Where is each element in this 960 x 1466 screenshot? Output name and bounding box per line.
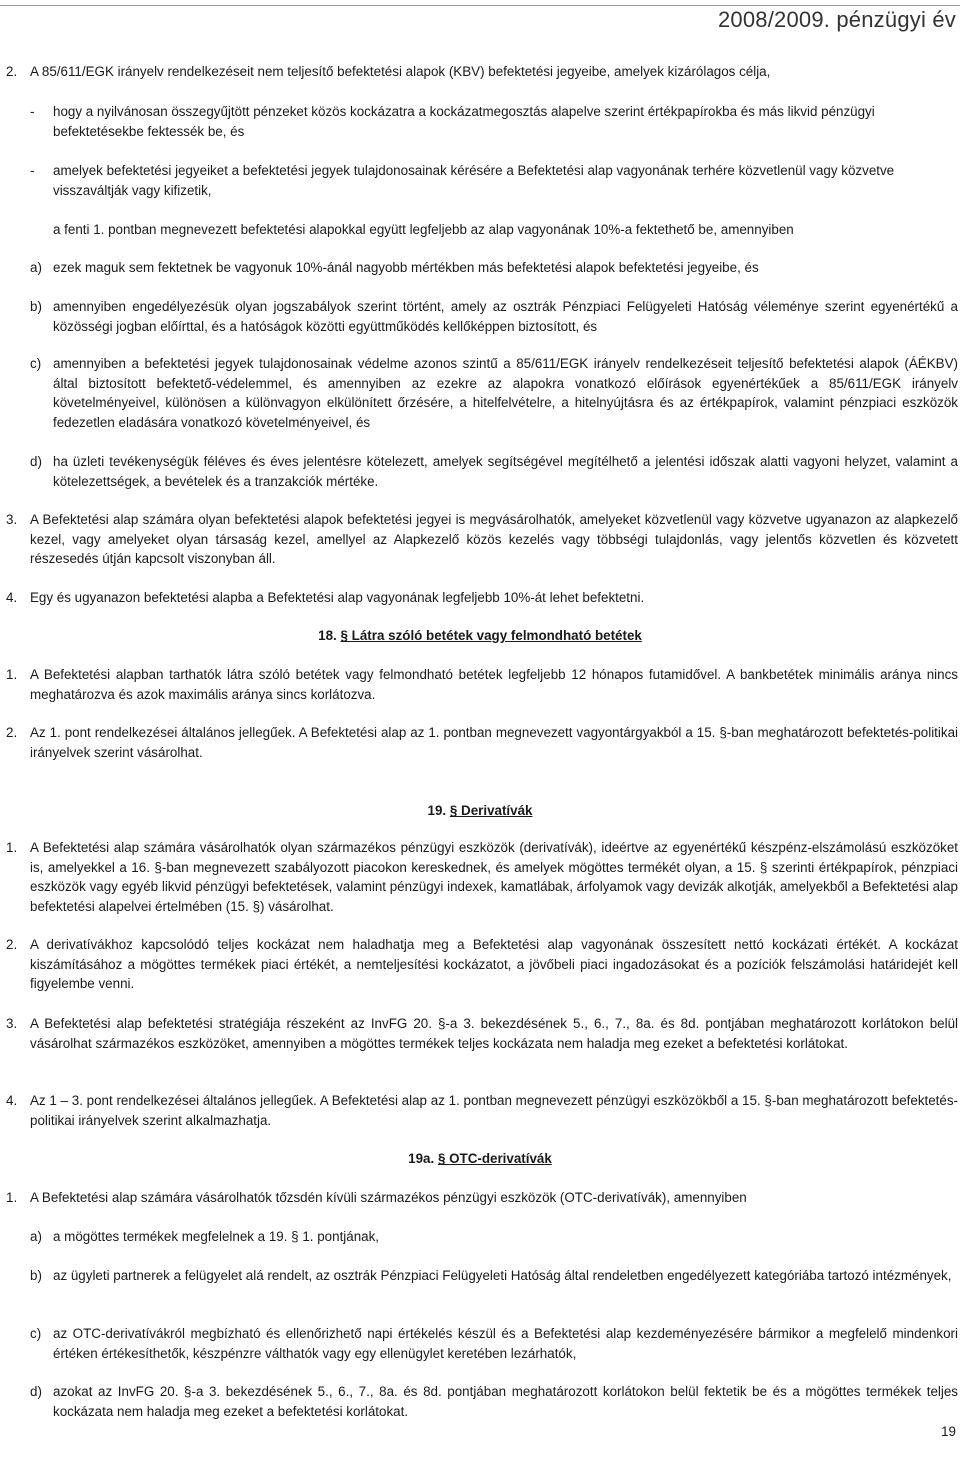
item-number: 3.: [6, 512, 18, 527]
header-title: 2008/2009. pénzügyi év: [717, 7, 956, 32]
item-number: 3.: [6, 1016, 18, 1031]
paragraph: Az 1 – 3. pont rendelkezései általános jellegűek. A Befektetési alap az 1. pontban megnevezett pénzügyi eszközökből a 15. §-ban meghatározott befektetés-politikai irányelvek szerint alkalmazhatja.: [30, 1093, 958, 1128]
item-number: 2.: [6, 725, 18, 740]
paragraph: A Befektetési alap befektetési stratégiája részeként az InvFG 20. §-a 3. bekezdésének 5., 6., 7., 8a. és 8d. pontjában meghatározott korlátokon belül vásárolhat származékos eszközöket, amennyiben a mögöttes termékek teljes kockázata nem haladja meg ezeket a befektetési korlátokat.: [30, 1016, 958, 1051]
item-number: 2.: [6, 64, 18, 79]
sub-item-label: d): [30, 1384, 42, 1399]
paragraph: Az 1. pont rendelkezései általános jellegűek. A Befektetési alap az 1. pontban megnevezett vagyontárgyakból a 15. §-ban meghatározott befektetés-politikai irányelvek szerint vásárolhat.: [30, 725, 958, 760]
item-number: 4.: [6, 590, 18, 605]
sub-item-label: c): [30, 356, 42, 371]
section-title: § OTC-derivatívák: [437, 1151, 552, 1166]
paragraph: A Befektetési alap számára vásárolhatók tőzsdén kívüli származékos pénzügyi eszközök (OTC-derivatívák), amennyiben: [30, 1190, 747, 1205]
sub-item-label: d): [30, 454, 42, 469]
item-number: 1.: [6, 1190, 18, 1205]
sub-item-label: a): [30, 1229, 42, 1244]
paragraph: a fenti 1. pontban megnevezett befektetési alapokkal együtt legfeljebb az alap vagyonának 10%-a fektethető be, amennyiben: [53, 222, 794, 237]
section-number: 19.: [427, 803, 447, 818]
section-number: 18.: [318, 628, 337, 643]
sub-item-label: c): [30, 1326, 42, 1341]
sub-item-text: az OTC-derivatívákról megbízható és ellenőrizhető napi értékelés készül és a Befektetési alap kezdeményezésére bármikor a megfelelő mindenkori értéken értékesíthetők, készpénzre válthatók vagy egy ellenügylet keretében lezárhatók,: [53, 1326, 958, 1361]
sub-item-text: amennyiben engedélyezésük olyan jogszabályok szerint történt, amely az osztrák Pénzpiaci Felügyeleti Hatóság véleménye szerint egyenértékű a közösségi jogban előírttal, és a hatóságok közötti együttműködés kellőképpen biztosított, és: [53, 299, 958, 334]
sub-item-label: b): [30, 1268, 42, 1283]
paragraph: Egy és ugyanazon befektetési alapba a Befektetési alap vagyonának legfeljebb 10%-át lehet befektetni.: [30, 590, 645, 605]
sub-item-label: a): [30, 260, 42, 275]
item-number: 2.: [6, 937, 18, 952]
dash-marker: -: [30, 104, 35, 119]
sub-item-label: b): [30, 299, 42, 314]
paragraph: A Befektetési alap számára olyan befektetési alapok befektetési jegyei is megvásárolhatók, amelyeket közvetlenül vagy közvetve ugyanazon az alapkezelő kezel, vagy amelyeket olyan társaság kezel, amellyel az Alapkezelő közös kezelés vagy többségi tulajdonlás, vagy jelentős közvetlen és közvetett részesedés útján kapcsolt viszonyban áll.: [30, 512, 958, 567]
dash-marker: -: [30, 163, 35, 178]
dash-item-text: amelyek befektetési jegyeiket a befektetési jegyek tulajdonosainak kérésére a Befektetési alap vagyonának terhére közvetlenül vagy közvetve visszaváltják vagy kifizetik,: [53, 163, 895, 198]
sub-item-text: ha üzleti tevékenységük féléves és éves jelentésre kötelezett, amelyek segítségével megítélhető a jelentési időszak alatti vagyoni helyzet, valamint a kötelezettségek, a bevételek és a tranzakciók mértéke.: [53, 454, 958, 489]
item-number: 4.: [6, 1093, 18, 1108]
page-number: 19: [941, 1424, 956, 1439]
item-number: 1.: [6, 840, 18, 855]
paragraph: A 85/611/EGK irányelv rendelkezéseit nem teljesítő befektetési alapok (KBV) befektetési jegyeibe, amelyek kizárólagos célja,: [30, 64, 771, 79]
section-number: 19a.: [408, 1151, 435, 1166]
section-title: § Látra szóló betétek vagy felmondható betétek: [340, 628, 642, 643]
header-rule: [0, 5, 960, 6]
section-heading: [0, 1149, 960, 1169]
sub-item-text: ezek maguk sem fektetnek be vagyonuk 10%-ánál nagyobb mértékben más befektetési alapok befektetési jegyeibe, és: [53, 260, 759, 275]
section-heading: [0, 626, 960, 646]
section-heading: [0, 801, 960, 821]
paragraph: A derivatívákhoz kapcsolódó teljes kockázat nem haladhatja meg a Befektetési alap vagyonának összesített nettó kockázati értékét. A kockázat kiszámításához a mögöttes termékek piaci értékét, a nemteljesítési kockázatot, a jövőbeli piaci ingadozásokat és a pozíciók felszámolási határidejét kell figyelembe venni.: [30, 937, 958, 992]
page-header: [0, 0, 960, 40]
sub-item-text: azokat az InvFG 20. §-a 3. bekezdésének 5., 6., 7., 8a. és 8d. pontjában meghatározott korlátokon belül fektetik be és a mögöttes termékek teljes kockázata nem haladja meg ezeket a befektetési korlátokat.: [53, 1384, 958, 1419]
sub-item-text: a mögöttes termékek megfelelnek a 19. § 1. pontjának,: [53, 1229, 380, 1244]
item-number: 1.: [6, 667, 18, 682]
sub-item-text: az ügyleti partnerek a felügyelet alá rendelt, az osztrák Pénzpiaci Felügyeleti Hatóság által rendeletben engedélyezett kategóriába tartozó intézmények,: [53, 1268, 952, 1283]
paragraph: A Befektetési alap számára vásárolhatók olyan származékos pénzügyi eszközök (derivatívák), ideértve az egyenértékű készpénz-elszámolású eszközöket is, amelyekkel a 16. §-ban megnevezett szabályozott piacokon kereskednek, és amelyek mögöttes termékét olyan, a 15. § szerinti értékpapírok, pénzpiaci eszközök vagy egyéb likvid pénzügyi befektetések, valamint pénzügyi indexek, kamatlábak, árfolyamok vagy devizák alkotják, amelyekből a Befektetési alap befektetési alapelvei értelmében (15. §) vásárolhat.: [30, 840, 958, 914]
sub-item-text: amennyiben a befektetési jegyek tulajdonosainak védelme azonos szintű a 85/611/EGK irányelv rendelkezéseit teljesítő befektetési alapok (ÁÉKBV) által biztosított befektető-védelemmel, és amennyiben az ezekre az alapokra vonatkozó előírások egyenértékűek a 85/611/EGK irányelv követelményeivel, különösen a különvagyon elkülönített őrzésére, a hitelfelvételre, a hitelnyújtásra és az értékpapírok, valamint pénzpiaci eszközök fedezetlen eladására vonatkozó követelményeivel, és: [53, 356, 958, 430]
section-title: § Derivatívák: [449, 803, 533, 818]
dash-item-text: hogy a nyilvánosan összegyűjtött pénzeket közös kockázatra a kockázatmegosztás alapelve szerint értékpapírokba és más likvid pénzügyi befektetésekbe fektessék be, és: [53, 104, 875, 139]
paragraph: A Befektetési alapban tarthatók látra szóló betétek vagy felmondható betétek legfeljebb 12 hónapos futamidővel. A bankbetétek minimális aránya nincs meghatározva és azok maximális aránya sincs korlátozva.: [30, 667, 958, 702]
